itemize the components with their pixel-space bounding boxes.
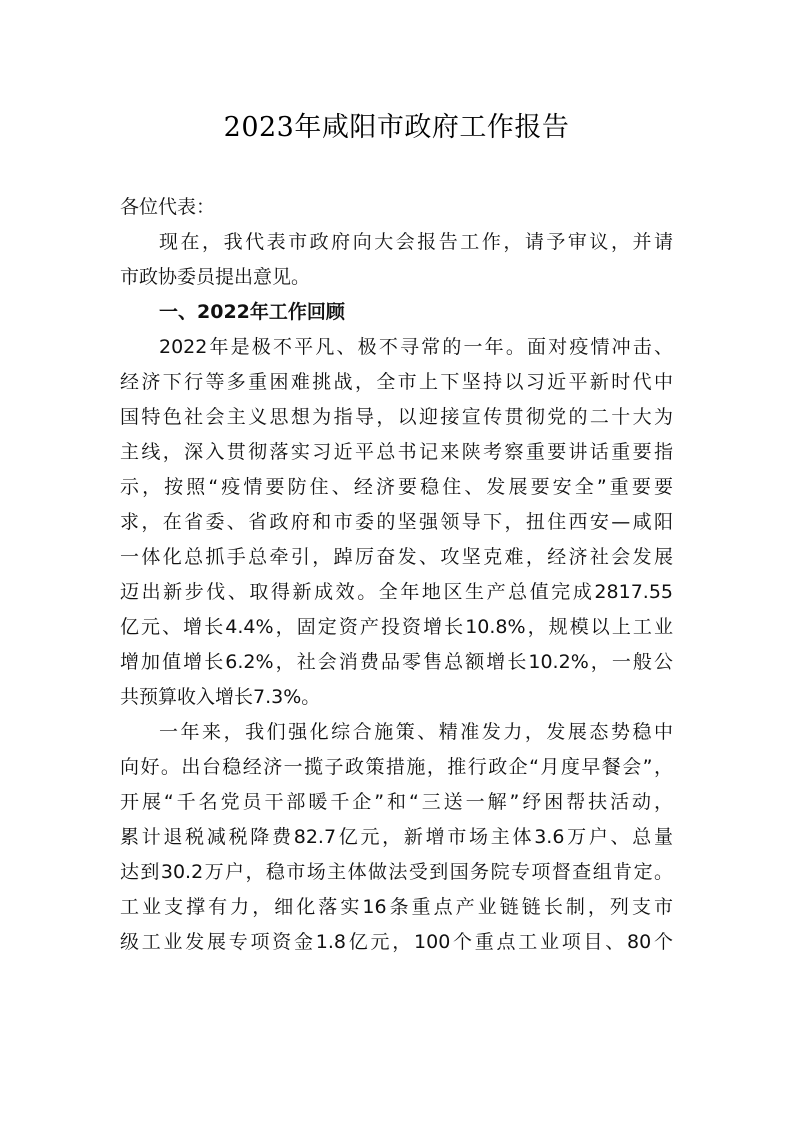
intro-line: 现在，我代表市政府向大会报告工作，请予审议，并请 bbox=[159, 231, 673, 253]
paragraph-line: 亿元、增长4.4%，固定资产投资增长10.8%，规模以上工业 bbox=[120, 616, 673, 638]
paragraph-line: 增加值增长6.2%，社会消费品零售总额增长10.2%，一般公 bbox=[120, 651, 673, 673]
paragraph-line: 示，按照“疫情要防住、经济要稳住、发展要安全”重要要 bbox=[120, 476, 673, 498]
paragraph-line: 国特色社会主义思想为指导，以迎接宣传贯彻党的二十大为 bbox=[120, 406, 673, 428]
paragraph-line: 迈出新步伐、取得新成效。全年地区生产总值完成2817.55 bbox=[120, 581, 673, 603]
paragraph-line: 向好。出台稳经济一揽子政策措施，推行政企“月度早餐会”， bbox=[120, 756, 673, 778]
paragraph-line: 共预算收入增长7.3%。 bbox=[120, 686, 321, 708]
paragraph-line: 开展“千名党员干部暖千企”和“三送一解”纾困帮扶活动， bbox=[120, 791, 673, 813]
paragraph-line: 达到30.2万户，稳市场主体做法受到国务院专项督查组肯定。 bbox=[120, 861, 673, 883]
paragraph-line: 级工业发展专项资金1.8亿元，100个重点工业项目、80个 bbox=[120, 931, 673, 953]
intro-line: 市政协委员提出意见。 bbox=[120, 266, 311, 288]
paragraph-line: 工业支撑有力，细化落实16条重点产业链链长制，列支市 bbox=[120, 896, 673, 918]
document-body bbox=[120, 190, 673, 960]
salutation: 各位代表： bbox=[120, 196, 216, 218]
paragraph-line: 求，在省委、省政府和市委的坚强领导下，扭住西安—咸阳 bbox=[120, 511, 673, 533]
paragraph-line: 经济下行等多重困难挑战，全市上下坚持以习近平新时代中 bbox=[120, 371, 673, 393]
paragraph-line: 主线，深入贯彻落实习近平总书记来陕考察重要讲话重要指 bbox=[120, 441, 673, 463]
paragraph-line: 一体化总抓手总牵引，踔厉奋发、攻坚克难，经济社会发展 bbox=[120, 546, 673, 568]
paragraph-line: 一年来，我们强化综合施策、精准发力，发展态势稳中 bbox=[159, 721, 673, 743]
document-title: 2023年咸阳市政府工作报告 bbox=[223, 112, 570, 143]
paragraph-line: 累计退税减税降费82.7亿元，新增市场主体3.6万户、总量 bbox=[120, 826, 673, 848]
paragraph-line: 2022年是极不平凡、极不寻常的一年。面对疫情冲击、 bbox=[159, 336, 673, 358]
section-heading: 一、2022年工作回顾 bbox=[159, 301, 345, 323]
